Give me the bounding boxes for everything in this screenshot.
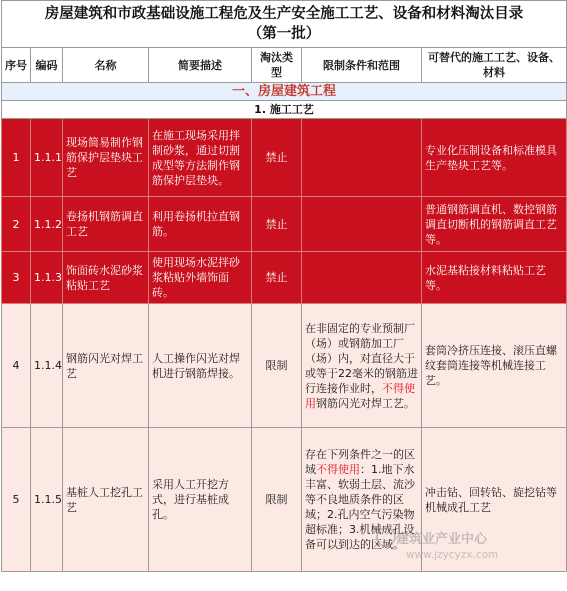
row-index: 3 [2,252,31,304]
catalog-sheet [1,0,566,572]
row-index: 1 [2,119,31,197]
row-alt: 套筒冷挤压连接、滚压直螺纹套筒连接等机械连接工艺。 [422,304,567,428]
table-row [2,304,567,428]
title-line-1: 房屋建筑和市政基础设施工程危及生产安全施工工艺、设备和材料淘汰目录 [44,6,524,22]
row-type: 限制 [252,304,302,428]
cond-text-highlight: 不得使用 [316,463,360,476]
header-cond: 限制条件和范围 [302,48,422,83]
cond-text-b: 钢筋闪光对焊工艺。 [316,396,415,410]
table-row [2,252,567,304]
header-type: 淘汰类型 [252,48,302,83]
row-desc: 人工操作闪光对焊机进行钢筋焊接。 [149,304,252,428]
cond-text-a: 在非固定的专业预制厂（场）或钢筋加工厂（场）内，对直径大于或等于22毫米的钢筋进行连接作业时， [305,321,418,395]
row-code: 1.1.4 [31,304,63,428]
row-name: 饰面砖水泥砂浆粘贴工艺 [63,252,149,304]
row-index: 5 [2,428,31,572]
row-type: 禁止 [252,197,302,252]
table-row [2,119,567,197]
catalog-table [1,0,567,572]
row-desc: 采用人工开挖方式，进行基桩成孔。 [149,428,252,572]
header-row [2,48,567,83]
row-name: 钢筋闪光对焊工艺 [63,304,149,428]
cond-text-highlight: 不得使用 [305,381,415,410]
row-type: 禁止 [252,252,302,304]
row-name: 基桩人工挖孔工艺 [63,428,149,572]
table-row [2,197,567,252]
title-line-2: （第一批） [247,26,321,42]
row-name: 卷扬机钢筋调直工艺 [63,197,149,252]
row-code: 1.1.3 [31,252,63,304]
watermark-logo-icon [376,527,396,547]
row-cond [302,428,422,572]
row-name: 现场简易制作钢筋保护层垫块工艺 [63,119,149,197]
row-alt: 水泥基粘接材料粘贴工艺等。 [422,252,567,304]
row-index: 4 [2,304,31,428]
row-desc: 在施工现场采用拌制砂浆，通过切割成型等方法制作钢筋保护层垫块。 [149,119,252,197]
header-index: 序号 [2,48,31,83]
header-desc: 简要描述 [149,48,252,83]
row-code: 1.1.2 [31,197,63,252]
row-alt: 专业化压制设备和标准模具生产垫块工艺等。 [422,119,567,197]
section-heading: 一、房屋建筑工程 [2,83,567,101]
row-index: 2 [2,197,31,252]
header-name: 名称 [63,48,149,83]
row-type: 限制 [252,428,302,572]
row-cond [302,197,422,252]
watermark-text: 建筑业产业中心 [396,532,488,547]
watermark-url: www.jzycyzx.com [406,549,499,561]
header-alt: 可替代的施工工艺、设备、材料 [422,48,567,83]
cond-text-a: 存在下列条件之一的区域 [305,448,415,476]
row-desc: 使用现场水泥拌砂浆粘贴外墙饰面砖。 [149,252,252,304]
row-cond [302,119,422,197]
row-alt: 普通钢筋调直机、数控钢筋调直切断机的钢筋调直工艺等。 [422,197,567,252]
subsection-heading: 1. 施工工艺 [2,101,567,119]
row-cond [302,252,422,304]
cond-text-b: ：1.地下水丰富、软弱土层、流沙等不良地质条件的区域；2.孔内空气污染物超标准；3.机械成孔设备可以到达的区域。 [305,463,415,551]
row-type: 禁止 [252,119,302,197]
document-title [2,1,567,48]
row-alt: 冲击钻、回转钻、旋挖钻等机械成孔工艺 [422,428,567,572]
row-cond [302,304,422,428]
row-code: 1.1.1 [31,119,63,197]
header-code: 编码 [31,48,63,83]
row-desc: 利用卷扬机拉直钢筋。 [149,197,252,252]
row-code: 1.1.5 [31,428,63,572]
